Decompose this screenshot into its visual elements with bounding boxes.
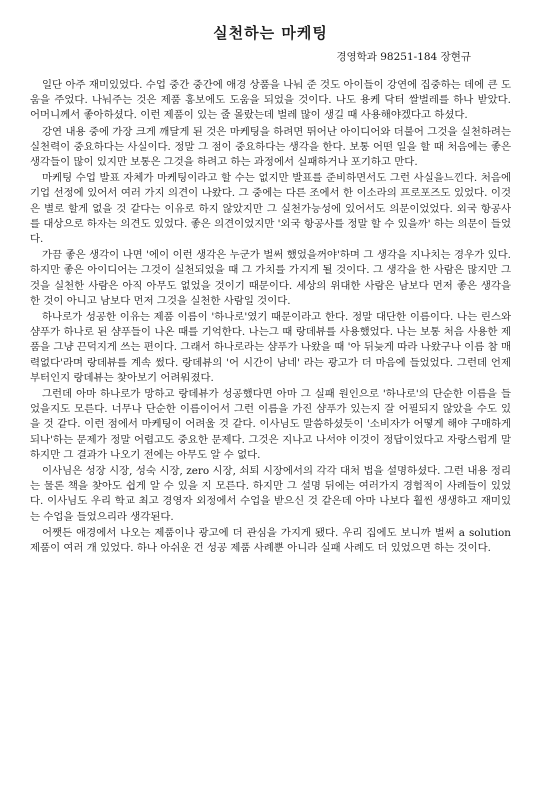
document-body: [30, 78, 511, 556]
paragraph: 그런데 아마 하나로가 망하고 랑데뷰가 성공했다면 아마 그 실패 원인으로 '하나로'의 단순한 이름을 들었을지도 모른다. 너무나 단순한 이름이어서 그런 이름을 가진 샴푸가 있는지 잘 어필되지 않았을 수도 있을 것 같다. 이런 점에서 마케팅이 어려울 것 같다. 이사님도 말씀하셨듯이 '소비자가 어떻게 해야 구매하게 되나'하는 문제가 정말 어렵고도 중요한 문제다. 그것은 지나고 나서야 이것이 정답이었다고 자랑스럽게 말하지만 그 결과가 나오기 전에는 아무도 알 수 없다.: [30, 388, 511, 461]
author-line: 경영학과 98251-184 장현규: [336, 51, 471, 63]
document-title: 실천하는 마케팅: [213, 24, 328, 42]
paragraph: 일단 아주 재미있었다. 수업 중간 중간에 애경 상품을 나눠 준 것도 아이들이 강연에 집중하는 데에 큰 도움을 주었다. 나눠주는 것은 제품 홍보에도 도움을 되었을 것이다. 나도 용케 닥터 쌀벌레를 하나 받았다. 어머니께서 좋아하셨다. 이런 제품이 있는 줄 몰랐는데 벌레 많이 생길 때 사용해야겠다고 하셨다.: [30, 79, 511, 122]
paragraph: 하나로가 성공한 이유는 제품 이름이 '하나로'였기 때문이라고 한다. 정말 대단한 이름이다. 나는 린스와 샴푸가 하나로 된 샴푸들이 나온 때를 기억한다. 나는그 때 랑데뷰를 사용했었다. 나는 보통 처음 사용한 제품을 그냥 끈덕지게 쓰는 편이다. 그래서 하나로라는 샴푸가 나왔을 때 '아 뒤늦게 따라 나왔구나 이름 참 매력없다'라며 랑데뷰를 계속 썼다. 랑데뷰의 '어 시간이 남네' 라는 광고가 더 마음에 들었었다. 그런데 언제부터인지 랑데뷰는 찾아보기 어려워졌다.: [30, 311, 511, 384]
paragraph: 이사님은 성장 시장, 성숙 시장, zero 시장, 쇠퇴 시장에서의 각각 대처 법을 설명하셨다. 그런 내용 정리는 물론 책을 찾아도 쉽게 알 수 있을 지 모른다. 하지만 그 설명 뒤에는 여러가지 경험적이 사례들이 있었다. 이사님도 우리 학교 최고 경영자 외정에서 수업을 받으신 것 같은데 아마 나보다 훨씬 생생하고 재미있는 수업을 들었으리라 생각된다.: [30, 465, 511, 523]
paragraph: 가끔 좋은 생각이 나면 '에이 이런 생각은 누군가 벌써 했었을꺼야'하며 그 생각을 지나치는 경우가 있다. 하지만 좋은 아이디어는 그것이 실천되었을 때 그 가치를 가지게 될 것이다. 그 생각을 한 사람은 많지만 그것을 실천한 사람은 아직 아무도 없었을 것이기 때문이다. 세상의 위대한 사람은 남보다 먼저 좋은 생각을 한 것이 아니고 남보다 먼저 그것을 실천한 사람일 것이다.: [30, 249, 511, 307]
paragraph: 강연 내용 중에 가장 크게 깨달게 된 것은 마케팅을 하려면 뛰어난 아이디어와 더불어 그것을 실천하려는 실천력이 중요하다는 사실이다. 정말 그 점이 중요하다는 생각을 한다. 보통 어떤 일을 할 때 처음에는 좋은 생각들이 많이 있지만 보통은 그것을 하려고 하는 과정에서 실패하거나 포기하고 만다.: [30, 125, 511, 169]
paragraph: 마케팅 수업 발표 자체가 마케팅이라고 할 수는 없지만 발표를 준비하면서도 그런 사실을느낀다. 처음에 기업 선정에 있어서 여러 가지 의견이 나왔다. 그 중에는 다른 조에서 한 이소라의 프로포즈도 있었다. 이것은 별로 할게 없을 것 같다는 이유로 하지 않았지만 그 실천가능성에 있어서도 의문이었었다. 외국 항공사를 대상으로 하자는 의견도 있었다. 좋은 의견이었지만 '외국 항공사를 정말 할 수 있을까' 하는 의문이 들었다.: [30, 172, 511, 246]
paragraph: 어쨋든 애경에서 나오는 제품이나 광고에 더 관심을 가지게 됐다. 우리 집에도 보니까 벌써 a solution 제품이 여러 개 있었다. 하나 아쉬운 건 성공 제품 사례뿐 아니라 실패 사례도 더 있었으면 하는 것이다.: [30, 526, 511, 555]
